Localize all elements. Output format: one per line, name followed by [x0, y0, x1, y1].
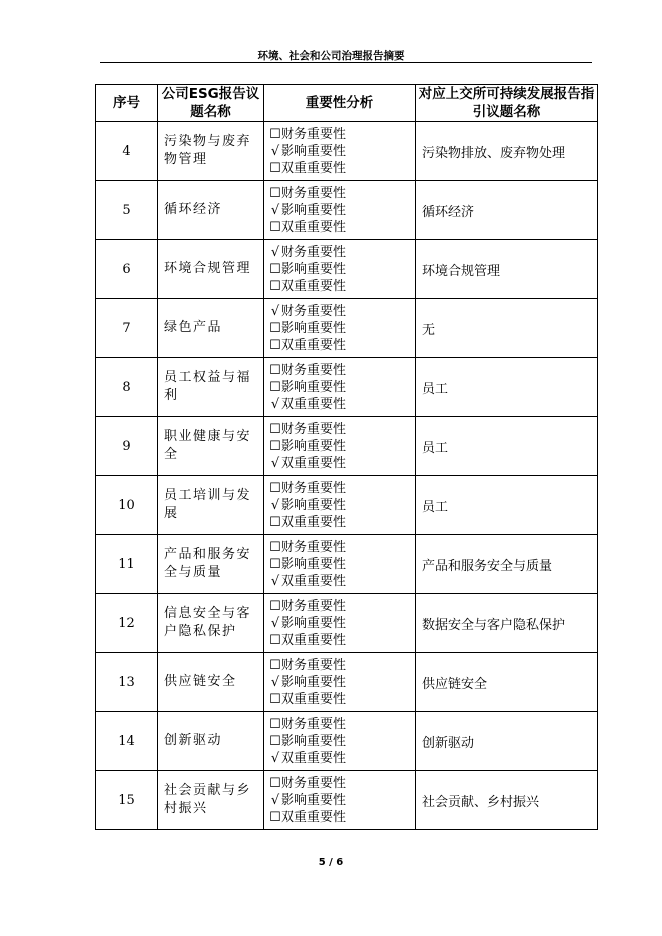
- materiality-option-label: 双重重要性: [281, 278, 347, 294]
- col-header-topic: 公司ESG报告议题名称: [158, 85, 264, 122]
- empty-checkbox-icon: ☐: [269, 320, 281, 336]
- empty-checkbox-icon: ☐: [269, 261, 281, 277]
- materiality-option-label: 财务重要性: [281, 303, 347, 319]
- materiality-option: [269, 160, 410, 177]
- materiality-option: [269, 556, 410, 573]
- empty-checkbox-icon: ☐: [269, 219, 281, 235]
- materiality-option: [269, 337, 410, 354]
- esg-topic-table: [95, 84, 598, 830]
- table-row: [96, 476, 598, 535]
- table-row: [96, 653, 598, 712]
- materiality-option-label: 双重重要性: [281, 573, 347, 589]
- empty-checkbox-icon: ☐: [269, 632, 281, 648]
- materiality-option: [269, 303, 410, 320]
- materiality-option: [269, 455, 410, 472]
- materiality-option-label: 影响重要性: [281, 202, 347, 218]
- sse-topic-name: 环境合规管理: [416, 240, 598, 299]
- esg-topic-name: 循环经济: [158, 181, 264, 240]
- col-header-sse-topic: 对应上交所可持续发展报告指引议题名称: [416, 85, 598, 122]
- materiality-options: [264, 358, 416, 417]
- checkmark-icon: √: [270, 396, 280, 412]
- materiality-option-label: 双重重要性: [281, 160, 347, 176]
- sse-topic-name: 员工: [416, 476, 598, 535]
- esg-topic-name: 污染物与废弃物管理: [158, 122, 264, 181]
- materiality-option-label: 影响重要性: [281, 556, 347, 572]
- materiality-option-label: 双重重要性: [281, 455, 347, 471]
- materiality-option-label: 影响重要性: [281, 674, 347, 690]
- materiality-option: [269, 320, 410, 337]
- table-row: [96, 417, 598, 476]
- materiality-option: [269, 775, 410, 792]
- esg-topic-name: 社会贡献与乡村振兴: [158, 771, 264, 830]
- materiality-option: [269, 632, 410, 649]
- empty-checkbox-icon: ☐: [269, 379, 281, 395]
- materiality-options: [264, 771, 416, 830]
- empty-checkbox-icon: ☐: [269, 657, 281, 673]
- materiality-option: [269, 219, 410, 236]
- row-number: 13: [96, 653, 158, 712]
- checkmark-icon: √: [270, 303, 280, 319]
- materiality-option: [269, 244, 410, 261]
- materiality-option: [269, 792, 410, 809]
- materiality-option: [269, 539, 410, 556]
- table-header-row: [96, 85, 598, 122]
- empty-checkbox-icon: ☐: [269, 362, 281, 378]
- sse-topic-name: 污染物排放、废弃物处理: [416, 122, 598, 181]
- esg-topic-name: 创新驱动: [158, 712, 264, 771]
- materiality-option-label: 影响重要性: [281, 379, 347, 395]
- materiality-option-label: 财务重要性: [281, 598, 347, 614]
- row-number: 7: [96, 299, 158, 358]
- row-number: 10: [96, 476, 158, 535]
- table-row: [96, 594, 598, 653]
- checkmark-icon: √: [270, 573, 280, 589]
- materiality-option-label: 双重重要性: [281, 809, 347, 825]
- empty-checkbox-icon: ☐: [269, 480, 281, 496]
- row-number: 11: [96, 535, 158, 594]
- materiality-options: [264, 240, 416, 299]
- materiality-option-label: 双重重要性: [281, 396, 347, 412]
- materiality-option-label: 双重重要性: [281, 514, 347, 530]
- materiality-option: [269, 598, 410, 615]
- materiality-option-label: 影响重要性: [281, 261, 347, 277]
- col-header-materiality: 重要性分析: [264, 85, 416, 122]
- table-row: [96, 122, 598, 181]
- materiality-options: [264, 122, 416, 181]
- materiality-option-label: 双重重要性: [281, 337, 347, 353]
- empty-checkbox-icon: ☐: [269, 539, 281, 555]
- materiality-option-label: 双重重要性: [281, 691, 347, 707]
- row-number: 5: [96, 181, 158, 240]
- materiality-option: [269, 202, 410, 219]
- checkmark-icon: √: [270, 674, 280, 690]
- materiality-option: [269, 362, 410, 379]
- checkmark-icon: √: [270, 244, 280, 260]
- materiality-options: [264, 417, 416, 476]
- sse-topic-name: 供应链安全: [416, 653, 598, 712]
- checkmark-icon: √: [270, 143, 280, 159]
- materiality-option: [269, 691, 410, 708]
- row-number: 6: [96, 240, 158, 299]
- materiality-option: [269, 809, 410, 826]
- materiality-options: [264, 181, 416, 240]
- checkmark-icon: √: [270, 455, 280, 471]
- sse-topic-name: 无: [416, 299, 598, 358]
- sse-topic-name: 员工: [416, 417, 598, 476]
- materiality-option-label: 财务重要性: [281, 539, 347, 555]
- materiality-option-label: 影响重要性: [281, 497, 347, 513]
- materiality-option-label: 财务重要性: [281, 657, 347, 673]
- header-divider: [100, 62, 592, 63]
- table-row: [96, 771, 598, 830]
- materiality-options: [264, 594, 416, 653]
- table-row: [96, 299, 598, 358]
- materiality-options: [264, 476, 416, 535]
- esg-topic-name: 员工权益与福利: [158, 358, 264, 417]
- empty-checkbox-icon: ☐: [269, 421, 281, 437]
- empty-checkbox-icon: ☐: [269, 438, 281, 454]
- materiality-option-label: 双重重要性: [281, 750, 347, 766]
- materiality-option: [269, 261, 410, 278]
- materiality-option: [269, 396, 410, 413]
- checkmark-icon: √: [270, 615, 280, 631]
- empty-checkbox-icon: ☐: [269, 337, 281, 353]
- checkmark-icon: √: [270, 202, 280, 218]
- materiality-option: [269, 185, 410, 202]
- materiality-option: [269, 497, 410, 514]
- materiality-option-label: 财务重要性: [281, 185, 347, 201]
- materiality-option-label: 财务重要性: [281, 362, 347, 378]
- sse-topic-name: 社会贡献、乡村振兴: [416, 771, 598, 830]
- materiality-options: [264, 653, 416, 712]
- empty-checkbox-icon: ☐: [269, 716, 281, 732]
- materiality-option: [269, 573, 410, 590]
- page-header-title: 环境、社会和公司治理报告摘要: [257, 50, 405, 62]
- materiality-option: [269, 750, 410, 767]
- empty-checkbox-icon: ☐: [269, 556, 281, 572]
- esg-topic-name: 供应链安全: [158, 653, 264, 712]
- materiality-option: [269, 657, 410, 674]
- materiality-options: [264, 535, 416, 594]
- materiality-option-label: 财务重要性: [281, 480, 347, 496]
- page-number: 5 / 6: [318, 857, 344, 868]
- materiality-option-label: 财务重要性: [281, 126, 347, 142]
- empty-checkbox-icon: ☐: [269, 278, 281, 294]
- esg-topic-name: 员工培训与发展: [158, 476, 264, 535]
- materiality-option-label: 影响重要性: [281, 615, 347, 631]
- empty-checkbox-icon: ☐: [269, 733, 281, 749]
- materiality-option: [269, 480, 410, 497]
- materiality-option: [269, 514, 410, 531]
- materiality-option-label: 财务重要性: [281, 716, 347, 732]
- esg-topic-name: 职业健康与安全: [158, 417, 264, 476]
- materiality-option: [269, 615, 410, 632]
- materiality-option-label: 影响重要性: [281, 143, 347, 159]
- materiality-option-label: 财务重要性: [281, 775, 347, 791]
- checkmark-icon: √: [270, 792, 280, 808]
- materiality-option: [269, 379, 410, 396]
- col-header-no: 序号: [96, 85, 158, 122]
- sse-topic-name: 循环经济: [416, 181, 598, 240]
- checkmark-icon: √: [270, 497, 280, 513]
- esg-topic-name: 环境合规管理: [158, 240, 264, 299]
- materiality-options: [264, 712, 416, 771]
- materiality-option: [269, 674, 410, 691]
- table-row: [96, 358, 598, 417]
- materiality-option-label: 双重重要性: [281, 219, 347, 235]
- materiality-option-label: 双重重要性: [281, 632, 347, 648]
- materiality-option: [269, 421, 410, 438]
- sse-topic-name: 数据安全与客户隐私保护: [416, 594, 598, 653]
- empty-checkbox-icon: ☐: [269, 126, 281, 142]
- table-row: [96, 240, 598, 299]
- materiality-options: [264, 299, 416, 358]
- empty-checkbox-icon: ☐: [269, 514, 281, 530]
- materiality-option: [269, 143, 410, 160]
- esg-topic-name: 信息安全与客户隐私保护: [158, 594, 264, 653]
- sse-topic-name: 产品和服务安全与质量: [416, 535, 598, 594]
- materiality-option-label: 财务重要性: [281, 421, 347, 437]
- materiality-option-label: 影响重要性: [281, 733, 347, 749]
- row-number: 8: [96, 358, 158, 417]
- materiality-option-label: 财务重要性: [281, 244, 347, 260]
- empty-checkbox-icon: ☐: [269, 691, 281, 707]
- empty-checkbox-icon: ☐: [269, 809, 281, 825]
- materiality-option: [269, 716, 410, 733]
- checkmark-icon: √: [270, 750, 280, 766]
- empty-checkbox-icon: ☐: [269, 598, 281, 614]
- esg-topic-name: 绿色产品: [158, 299, 264, 358]
- materiality-option-label: 影响重要性: [281, 438, 347, 454]
- table-row: [96, 181, 598, 240]
- materiality-option: [269, 278, 410, 295]
- materiality-option-label: 影响重要性: [281, 792, 347, 808]
- row-number: 12: [96, 594, 158, 653]
- materiality-option-label: 影响重要性: [281, 320, 347, 336]
- esg-topic-name: 产品和服务安全与质量: [158, 535, 264, 594]
- row-number: 15: [96, 771, 158, 830]
- sse-topic-name: 员工: [416, 358, 598, 417]
- materiality-option: [269, 438, 410, 455]
- materiality-option: [269, 126, 410, 143]
- table-row: [96, 535, 598, 594]
- table-row: [96, 712, 598, 771]
- empty-checkbox-icon: ☐: [269, 775, 281, 791]
- row-number: 9: [96, 417, 158, 476]
- row-number: 14: [96, 712, 158, 771]
- empty-checkbox-icon: ☐: [269, 160, 281, 176]
- sse-topic-name: 创新驱动: [416, 712, 598, 771]
- row-number: 4: [96, 122, 158, 181]
- empty-checkbox-icon: ☐: [269, 185, 281, 201]
- materiality-option: [269, 733, 410, 750]
